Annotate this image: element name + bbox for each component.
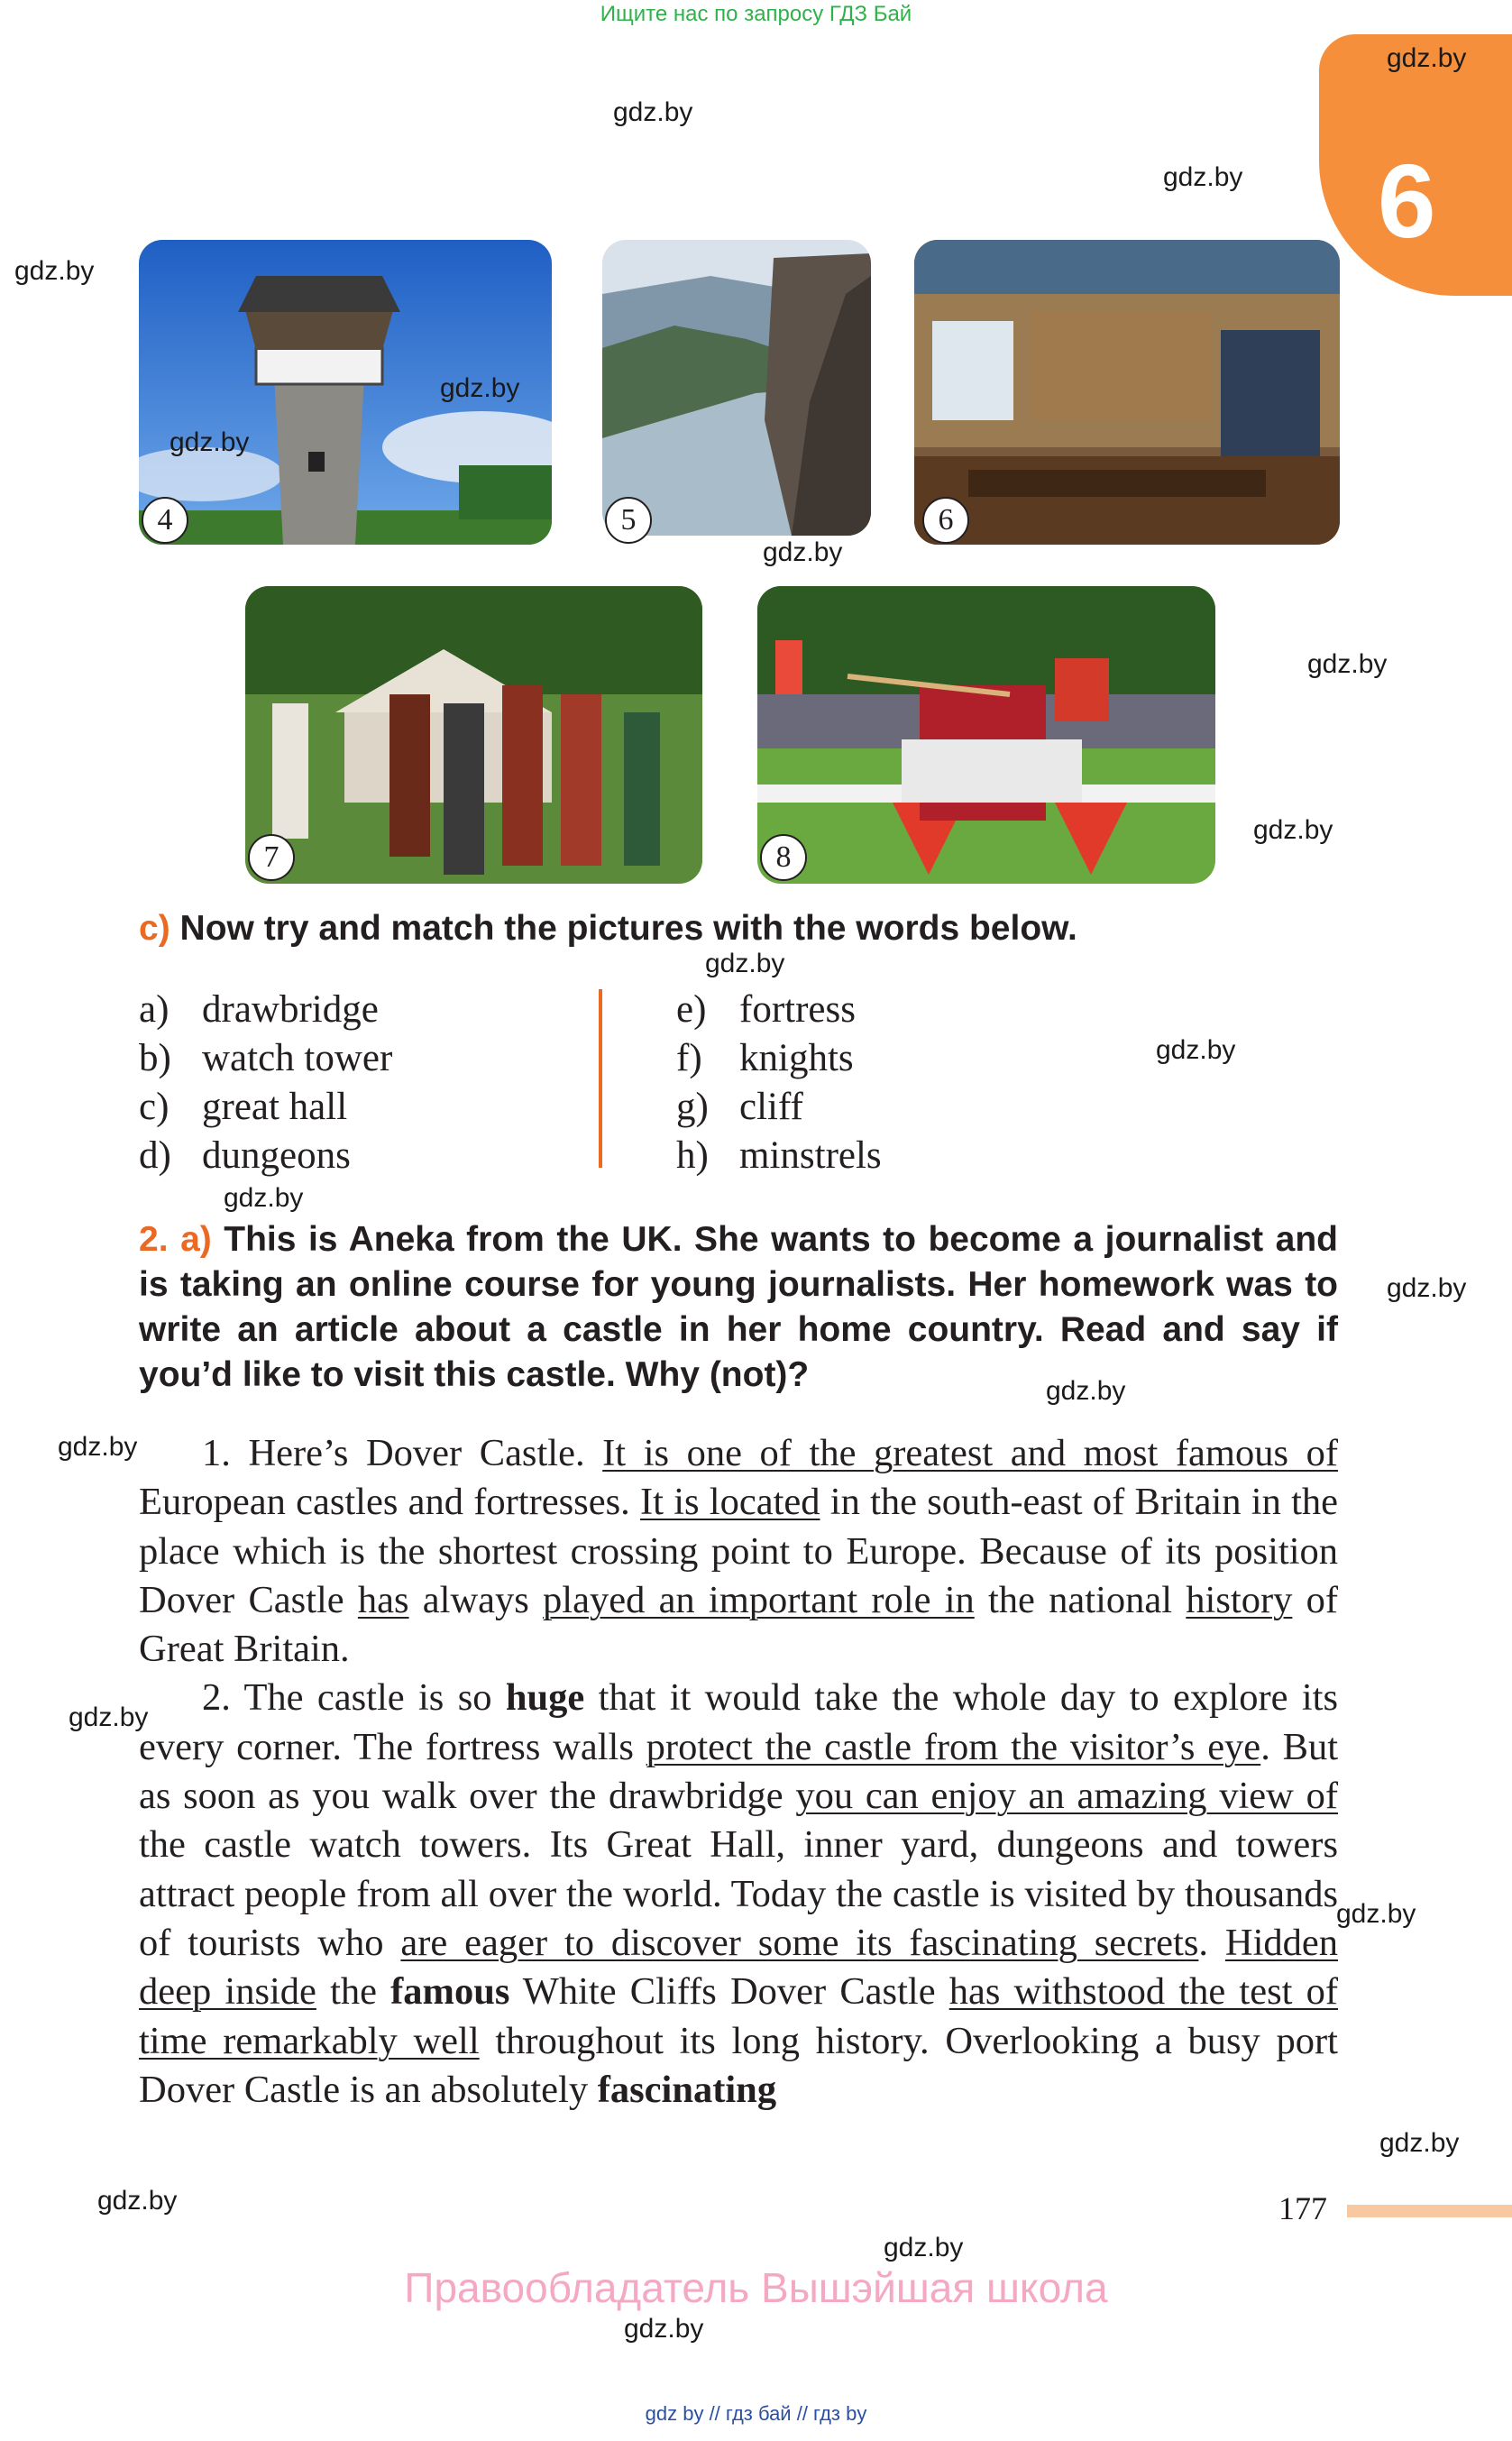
watermark: gdz.by (705, 949, 785, 978)
task-2-heading (139, 1217, 1338, 1398)
word-list-divider (599, 989, 602, 1168)
watermark: gdz.by (884, 2233, 964, 2262)
watermark: gdz.by (224, 1183, 304, 1213)
photo-great-hall (914, 240, 1340, 545)
watermark: gdz.by (58, 1432, 138, 1462)
watermark: gdz.by (440, 373, 520, 403)
cliff-image (602, 240, 871, 536)
word-item: b) watch tower (139, 1037, 393, 1079)
watermark: gdz.by (1163, 162, 1243, 192)
watermark: gdz.by (1156, 1035, 1236, 1065)
watermark: gdz.by (1253, 815, 1333, 845)
watermark: gdz.by (14, 256, 95, 286)
page-number-bar (1347, 2205, 1512, 2217)
task-c-heading (139, 909, 1077, 949)
word-item: h) minstrels (676, 1134, 882, 1177)
knights-image (757, 586, 1215, 884)
watermark: gdz.by (1379, 2128, 1460, 2158)
watermark: gdz.by (97, 2186, 178, 2216)
photo-number-7: 7 (248, 834, 295, 881)
watermark: gdz.by (1387, 1273, 1467, 1303)
great-hall-image (914, 240, 1340, 545)
watermark: gdz.by (1046, 1376, 1126, 1406)
watermark: gdz.by (624, 2314, 704, 2344)
task-2-letter: a) (180, 1220, 212, 1259)
page-number: 177 (1278, 2190, 1327, 2226)
photo-number-4: 4 (142, 497, 188, 544)
watermark: gdz.by (69, 1702, 149, 1732)
photo-cliff (602, 240, 871, 536)
task-2-text: This is Aneka from the UK. She wants to become a journalist and is taking an online course for young journalists. Her homework was to write an article about a castle in her home country. Read and say if you’d like to visit this castle. Why (not)? (139, 1220, 1338, 1394)
task-c-text: Now try and match the pictures with the words below. (179, 909, 1077, 948)
task-c-letter: c) (139, 909, 170, 948)
photo-number-5: 5 (605, 497, 652, 544)
article-paragraph-1: 1. Here’s Dover Castle. It is one of the greatest and most famous of European castles and fortresses. It is located in the south-east of Britain in the place which is the shortest crossing point to Europe. Because of its position Dover Castle has always played an important role in the national history of Great Britain. (139, 1432, 1338, 1671)
word-item: g) cliff (676, 1086, 803, 1128)
photo-minstrels (245, 586, 702, 884)
word-item: d) dungeons (139, 1134, 351, 1177)
minstrels-image (245, 586, 702, 884)
chapter-number: 6 (1378, 142, 1436, 260)
article (139, 1429, 1338, 2115)
word-item: a) drawbridge (139, 988, 379, 1031)
watermark: gdz.by (1387, 43, 1467, 73)
photo-number-8: 8 (760, 834, 807, 881)
copyright-notice: Правообладатель Вышэйшая школа (404, 2264, 1108, 2311)
footer-links: gdz by // гдз бай // гдз by (645, 2402, 867, 2425)
watermark: gdz.by (613, 97, 693, 127)
task-2-number: 2. (139, 1220, 169, 1259)
watermark: gdz.by (763, 537, 843, 567)
photo-knights (757, 586, 1215, 884)
word-item: e) fortress (676, 988, 856, 1031)
watermark: gdz.by (1336, 1899, 1416, 1929)
article-paragraph-2: 2. The castle is so huge that it would take the whole day to explore its every corner. The fortress walls protect the castle from the visitor’s eye. But as soon as you walk over the drawbridge you can enjoy an amazing view of the castle watch towers. Its Great Hall, inner yard, dungeons and towers attract people from all over the world. Today the castle is visited by thousands of tourists who are eager to discover some its fascinating secrets. Hidden deep inside the famous White Cliffs Dover Castle has withstood the test of time remarkably well throughout its long history. Overlooking a busy port Dover Castle is an absolutely fascinating (139, 1676, 1339, 2111)
watermark: gdz.by (170, 427, 250, 457)
photo-number-6: 6 (922, 497, 969, 544)
top-banner: Ищите нас по запросу ГДЗ Бай (600, 2, 912, 26)
watermark: gdz.by (1307, 649, 1388, 679)
word-item: f) knights (676, 1037, 854, 1079)
word-item: c) great hall (139, 1086, 348, 1128)
